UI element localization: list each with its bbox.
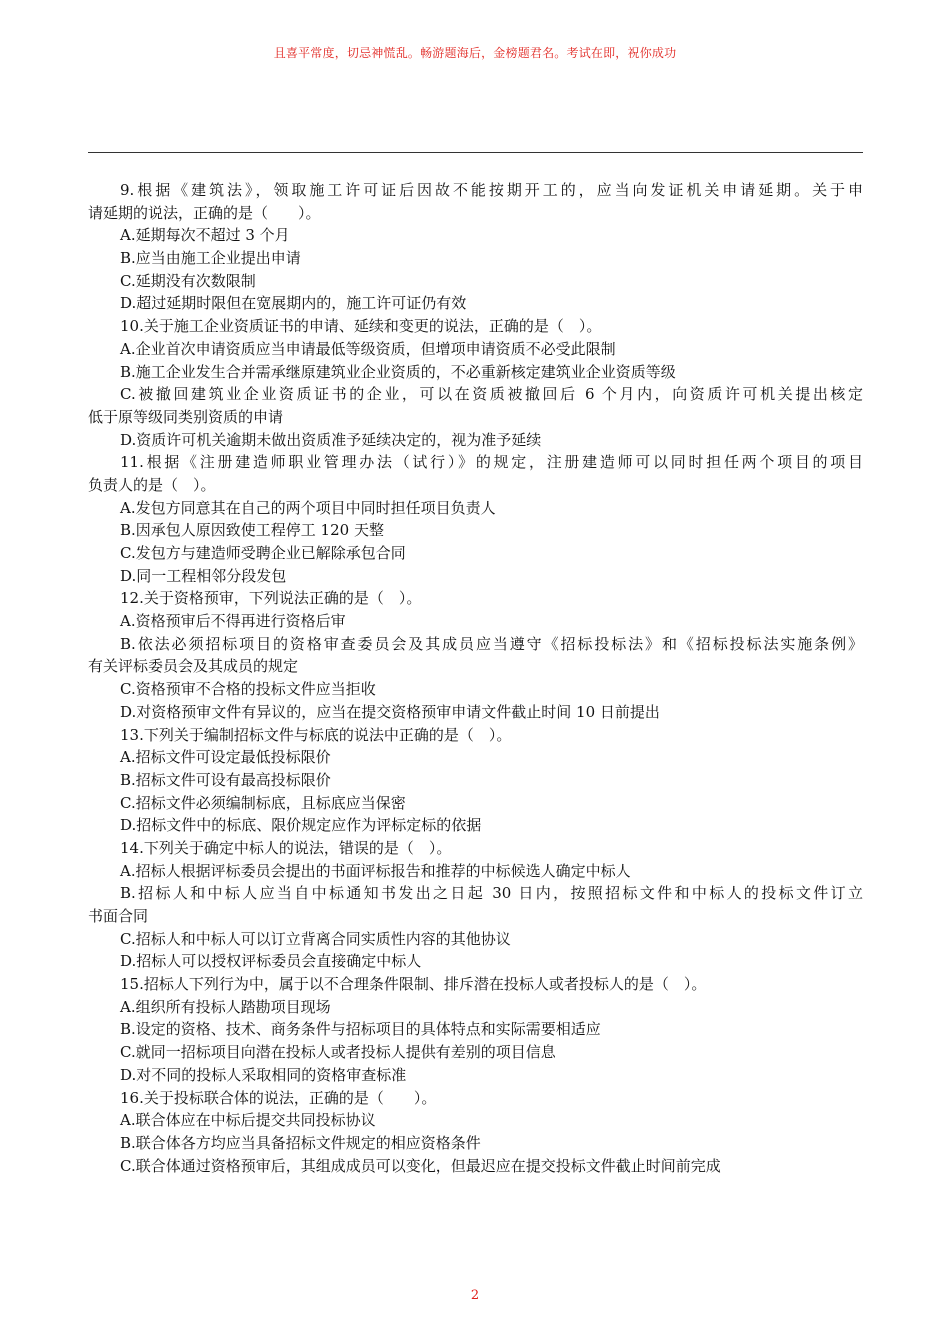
option-a: A.发包方同意其在自己的两个项目中同时担任项目负责人 (120, 498, 496, 517)
option-a: A.组织所有投标人踏勘项目现场 (120, 997, 331, 1016)
option-b: B.依法必须招标项目的资格审查委员会及其成员应当遵守《招标投标法》和《招标投标法实施条例》 (120, 634, 863, 653)
option-c: C.延期没有次数限制 (120, 271, 256, 290)
option-c: C.就同一招标项目向潜在投标人或者投标人提供有差别的项目信息 (120, 1043, 556, 1062)
question-stem: 14.下列关于确定中标人的说法，错误的是（ ）。 (120, 838, 452, 857)
option-b-continued: 有关评标委员会及其成员的规定 (88, 657, 299, 676)
option-d: D.同一工程相邻分段发包 (120, 566, 287, 585)
option-d: D.对资格预审文件有异议的，应当在提交资格预审申请文件截止时间 10 日前提出 (120, 702, 660, 721)
question-13 (88, 724, 863, 837)
option-d: D.超过延期时限但在宽展期内的，施工许可证仍有效 (120, 294, 467, 313)
question-stem: 11.根据《注册建造师职业管理办法（试行）》的规定，注册建造师可以同时担任两个项目的项目 (120, 453, 863, 472)
question-9 (88, 179, 863, 315)
option-c-continued: 低于原等级同类别资质的申请 (88, 407, 284, 426)
option-a: A.资格预审后不得再进行资格后审 (120, 612, 346, 631)
option-b: B.因承包人原因致使工程停工 120 天整 (120, 521, 384, 540)
header-motto: 且喜平常度，切忌神慌乱。畅游题海后，金榜题君名。考试在即，祝你成功 (273, 46, 677, 60)
option-c: C.发包方与建造师受聘企业已解除承包合同 (120, 544, 406, 562)
question-14 (88, 837, 863, 973)
question-16 (88, 1087, 863, 1178)
question-stem: 负责人的是（ ）。 (88, 475, 216, 494)
option-b: B.应当由施工企业提出申请 (120, 249, 301, 268)
question-12 (88, 587, 863, 723)
question-stem: 请延期的说法，正确的是（ ）。 (88, 203, 321, 222)
option-c: C.招标文件必须编制标底，且标底应当保密 (120, 793, 406, 812)
option-c: C.被撤回建筑业企业资质证书的企业，可以在资质被撤回后 6 个月内，向资质许可机关提出核定 (120, 385, 863, 404)
document-body (88, 179, 863, 1177)
option-d: D.招标文件中的标底、限价规定应作为评标定标的依据 (120, 816, 482, 835)
question-stem: 12.关于资格预审，下列说法正确的是（ ）。 (120, 589, 422, 608)
option-a: A.企业首次申请资质应当申请最低等级资质，但增项申请资质不必受此限制 (120, 339, 616, 358)
option-d: D.对不同的投标人采取相同的资格审查标准 (120, 1065, 407, 1084)
question-stem: 13.下列关于编制招标文件与标底的说法中正确的是（ ）。 (120, 725, 512, 744)
question-15 (88, 973, 863, 1086)
option-b: B.招标文件可设有最高投标限价 (120, 770, 331, 789)
option-a: A.招标人根据评标委员会提出的书面评标报告和推荐的中标候选人确定中标人 (120, 861, 631, 880)
question-stem: 15.招标人下列行为中，属于以不合理条件限制、排斥潜在投标人或者投标人的是（ ）。 (120, 975, 707, 994)
option-d: D.招标人可以授权评标委员会直接确定中标人 (120, 952, 422, 971)
option-d: D.资质许可机关逾期未做出资质准予延续决定的，视为准予延续 (120, 430, 542, 449)
header-divider (88, 152, 863, 153)
option-b-continued: 书面合同 (88, 907, 149, 925)
option-a: A.招标文件可设定最低投标限价 (120, 748, 331, 767)
option-b: B.施工企业发生合并需承继原建筑业企业资质的，不必重新核定建筑业企业资质等级 (120, 362, 676, 381)
option-b: B.联合体各方均应当具备招标文件规定的相应资格条件 (120, 1133, 481, 1152)
question-stem: 9.根据《建筑法》，领取施工许可证后因故不能按期开工的，应当向发证机关申请延期。关于申 (120, 181, 863, 199)
option-b: B.招标人和中标人应当自中标通知书发出之日起 30 日内，按照招标文件和中标人的投标文件订立 (120, 884, 863, 903)
option-c: C.招标人和中标人可以订立背离合同实质性内容的其他协议 (120, 929, 511, 948)
option-c: C.联合体通过资格预审后，其组成成员可以变化，但最迟应在提交投标文件截止时间前完成 (120, 1156, 721, 1175)
page-number: 2 (470, 1288, 480, 1303)
question-stem: 10.关于施工企业资质证书的申请、延续和变更的说法，正确的是（ ）。 (120, 317, 602, 336)
option-a: A.联合体应在中标后提交共同投标协议 (120, 1111, 376, 1130)
question-10 (88, 315, 863, 451)
option-a: A.延期每次不超过 3 个月 (120, 226, 290, 245)
option-b: B.设定的资格、技术、商务条件与招标项目的具体特点和实际需要相适应 (120, 1020, 601, 1039)
question-11 (88, 451, 863, 587)
question-stem: 16.关于投标联合体的说法，正确的是（ ）。 (120, 1088, 437, 1107)
option-c: C.资格预审不合格的投标文件应当拒收 (120, 680, 376, 699)
